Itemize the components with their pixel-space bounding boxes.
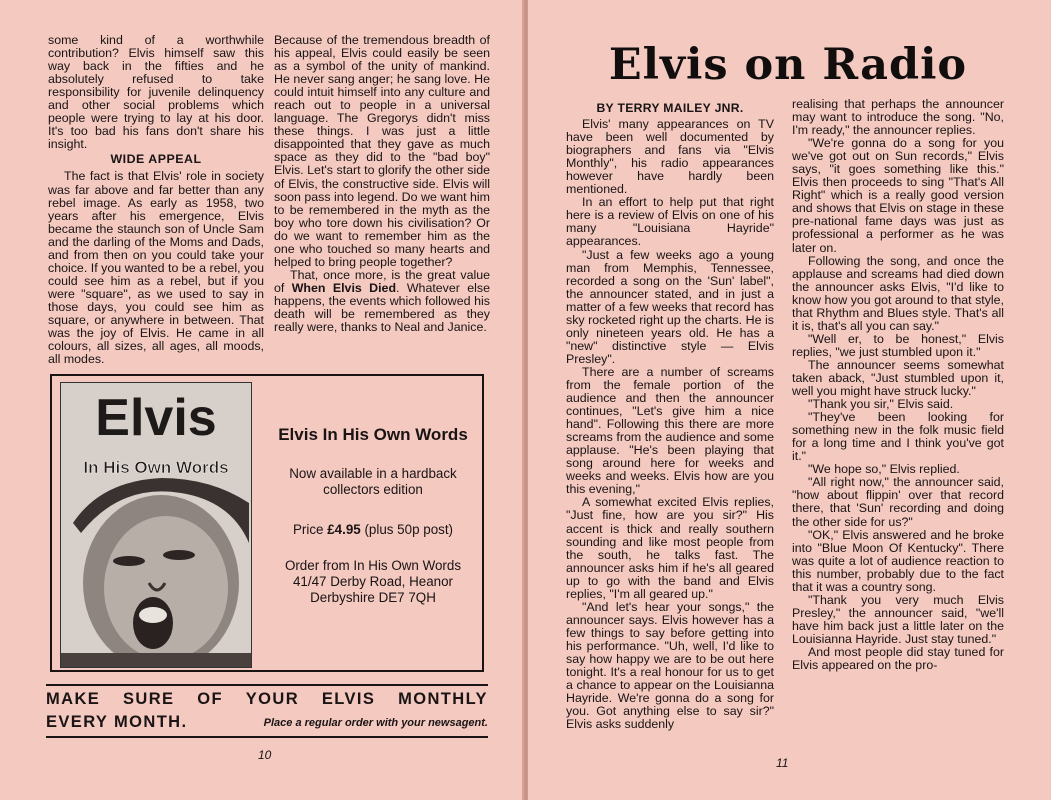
right-col2-paragraph: "Thank you sir," Elvis said. — [808, 397, 954, 412]
article-headline: Elvis on Radio — [608, 40, 968, 90]
banner-line-1 — [46, 690, 488, 709]
left-col2-paragraph-1: Because of the tremendous breadth of his appeal, Elvis could easily be seen as a symbol of the unity of mankind. He never sang anger; he sang love. He could intuit himself into any culture and reach out to people in a universal language. The Gregorys didn't miss these things. I was just a little disappointed that they gave as much space as they did to the "bad boy" Elvis. Let's start to glorify the other side of Elvis, the constructive side. Elvis will soon pass into legend. Do we want him to be remembered in the myth as the boy who tore down his civilisation? Or do we want to remember him as the one who touched so many hearts and helped to bring people together? — [274, 33, 490, 269]
right-col1-paragraph: "And let's hear your songs," the announcer says. Elvis however has a few things to say before getting into his performance. "Uh, well, I'd like to say how happy we are to be out here tonight. It's a real honour for us to get a chance to appear on the Louisianna Hayride. We're gonna do a song for you. Got anything else to say sir?" Elvis asks suddenly — [566, 599, 774, 732]
right-col1-paragraph: There are a number of screams from the female portion of the audience and then the announcer continues, "Let's give him a nice hand". Following this there are more screams from the audience and some applause. "He's been playing that song around here for weeks and weeks and weeks. Elvis how are you this evening," — [566, 364, 774, 497]
left-col1-paragraph-2: The fact is that Elvis' role in society was far above and far better than any rebel image. As early as 1958, two years after his emergence, Elvis became the staunch son of Uncle Sam and the darling of the Moms and Dads, and from then on you could take your choice. If you wanted to be a rebel, you could see him as a rebel, but if you were "square", as we used to say in those days, you could see him as square, or anywhere in between. That was the joy of Elvis. He came in all colours, all sizes, all ages, all moods, all modes. — [48, 169, 264, 367]
wide-appeal-heading: WIDE APPEAL — [110, 152, 202, 167]
right-col2-paragraph: "We hope so," Elvis replied. — [808, 462, 960, 477]
right-column-1 — [566, 102, 774, 731]
right-col2-paragraph: "All right now," the announcer said, "how about flippin' over that record there, that 'Sun' recording and doing the other side for us?" — [792, 475, 1004, 529]
right-col2-paragraph: The announcer seems somewhat taken aback, "Just stumbled upon it, well you might have struck lucky." — [792, 357, 1004, 399]
advert-title: Elvis In His Own Words — [278, 425, 468, 444]
right-col2-paragraph: And most people did stay tuned for Elvis appeared on the pro- — [792, 644, 1004, 673]
price-value: £4.95 — [327, 522, 361, 537]
right-col1-paragraph: In an effort to help put that right here is a review of Elvis on one of his many "Louisiana Hayride" appearances. — [566, 195, 774, 249]
banner-word: MONTHLY — [398, 690, 488, 708]
order-line-2: 41/47 Derby Road, Heanor — [292, 574, 454, 589]
book-title-bold: When Elvis Died — [291, 280, 397, 295]
left-column-1 — [48, 34, 264, 366]
banner-tagline: Place a regular order with your newsagent. — [263, 717, 488, 729]
page-number-right: 11 — [776, 756, 789, 770]
banner-word: YOUR — [245, 690, 300, 708]
book-cover-image — [60, 382, 252, 668]
right-col2-paragraph: "Well er, to be honest," Elvis replies, "we just stumbled upon it." — [792, 331, 1004, 359]
banner-word: MAKE — [46, 690, 101, 708]
right-col2-paragraph: "Thank you very much Elvis Presley," the announcer said, "we'll have him back just a little later on the Louisianna Hayride. Just stay tuned." — [792, 592, 1004, 646]
advert-order-address — [266, 558, 480, 606]
left-column-2 — [274, 34, 490, 334]
banner-word: ELVIS — [321, 690, 376, 708]
subscription-banner — [46, 684, 488, 738]
banner-word: SURE — [122, 690, 175, 708]
right-col2-paragraph: realising that perhaps the announcer may want to introduce the song. "No, I'm ready," the announcer replies. — [792, 97, 1004, 138]
left-page — [0, 0, 524, 800]
right-col2-paragraph: "They've been looking for something new in the folk music field for a long time and I think you've got it." — [792, 410, 1004, 464]
order-line-3: Derbyshire DE7 7QH — [310, 590, 436, 605]
advert-availability: Now available in a hardback collectors edition — [289, 466, 457, 497]
postage-note: (plus 50p post) — [360, 522, 454, 537]
p2-text-end: . Whatever else happens, the events which followed his death will be remembered as they really were, thanks to Neal and Janice. — [274, 280, 491, 335]
price-label: Price — [292, 522, 328, 537]
right-col2-paragraph: Following the song, and once the applause and screams had died down the announcer asks Elvis, "I'd like to know how you got around to that style, that Rhythm and Blues style. That's all it is, that's all you can say." — [792, 253, 1004, 333]
page-number-left: 10 — [258, 748, 272, 762]
advert-price-line — [266, 522, 480, 538]
p2-text-start: That, once more, is the great value of — [274, 267, 490, 295]
right-col2-paragraph: "OK," Elvis answered and he broke into "Blue Moon Of Kentucky". There was quite a lot of audience reaction to this number, probably due to the fact that it was a country song. — [792, 527, 1004, 594]
right-col2-paragraph: "We're gonna do a song for you we've got out on Sun records," Elvis says, "it goes something like this." Elvis then proceeds to sing "That's All Right" which is a really good version and shows that Elvis on stage in these pre-national fame days was just as professional a performer as he was later on. — [792, 136, 1004, 255]
cover-subtitle-text: In His Own Words — [83, 458, 229, 477]
right-column-2 — [792, 98, 1004, 672]
right-col1-paragraph: A somewhat excited Elvis replies, "Just fine, how are you sir?" His accent is thick and really southern sounding and like most people from the south, he talks fast. The announcer asks him if he's all geared up to go with the band and Elvis replies, "I'm all geared up." — [566, 495, 774, 601]
article-byline: BY TERRY MAILEY JNR. — [596, 101, 744, 115]
book-advert-box — [50, 374, 484, 672]
right-col1-paragraph: Elvis' many appearances on TV have been well documented by biographers and fans via "Elvis Monthly", his radio appearances however have hardly been mentioned. — [566, 117, 774, 197]
left-col2-paragraph-2 — [274, 269, 490, 334]
banner-word: OF — [197, 690, 223, 708]
banner-line-2: EVERY MONTH. — [46, 713, 188, 731]
right-page — [528, 0, 1051, 800]
cover-title-text: Elvis — [95, 389, 217, 447]
left-col1-paragraph-1: some kind of a worthwhile contribution? Elvis himself saw this way back in the fifties and he absolutely refused to take responsibility for juvenile delinquency and other social problems which people were trying to lay at his door. It's too bad his fans don't share his insight. — [48, 33, 264, 152]
order-line-1: Order from In His Own Words — [284, 558, 462, 573]
advert-text — [266, 376, 480, 606]
right-col1-paragraph: "Just a few weeks ago a young man from Memphis, Tennessee, recorded a song on the 'Sun' label", the announcer stated, and in just a matter of a few weeks that record has sky rocketed right up the charts. He is only nineteen years old. He has a "new" distinctive style — Elvis Presley". — [566, 247, 774, 366]
